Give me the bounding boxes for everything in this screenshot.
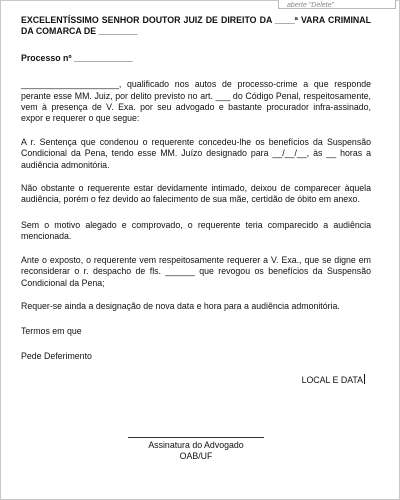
closing-deferment: Pede Deferimento bbox=[21, 350, 92, 361]
paragraph-sentence: A r. Sentença que condenou o requerente concedeu-lhe os benefícios da Suspensão Condicional da Pena, tendo esse MM. Juízo designado para __/__/__, às __ horas a audiência admonitória. bbox=[21, 136, 371, 170]
delete-hint-text: aberte "Delete" bbox=[287, 2, 334, 9]
process-number-label: Processo nº ____________ bbox=[21, 52, 133, 63]
paragraph-reason: Sem o motivo alegado e comprovado, o requerente teria comparecido a audiência mencionada. bbox=[21, 219, 371, 242]
paragraph-new-date: Requer-se ainda a designação de nova data e hora para a audiência admonitória. bbox=[21, 300, 340, 311]
paragraph-absence: Não obstante o requerente estar devidamente intimado, deixou de comparecer àquela audiência, porém o fez devido ao falecimento de sua mãe, certidão de óbito em anexo. bbox=[21, 183, 371, 205]
paragraph-intro: ____________________, qualificado nos autos de processo-crime a que responde perante esse MM. Juiz, por delito previsto no art. ___ do Código Penal, respeitosamente, vem à presença de V. Exa. por seu advogado e bastante procurador infra-assinado, expor e requerer o que segue: bbox=[21, 79, 371, 124]
document-heading: EXCELENTÍSSIMO SENHOR DOUTOR JUIZ DE DIREITO DA ____ª VARA CRIMINAL DA COMARCA DE ________ bbox=[21, 15, 371, 37]
place-and-date-text: LOCAL E DATA bbox=[301, 375, 363, 386]
place-and-date[interactable] bbox=[21, 374, 371, 386]
delete-hint-box bbox=[278, 0, 396, 9]
closing-terms: Termos em que bbox=[21, 326, 82, 337]
signature-oab: OAB/UF bbox=[179, 451, 213, 461]
signature-block bbox=[128, 437, 264, 462]
paragraph-request: Ante o exposto, o requerente vem respeitosamente requerer a V. Exa., que se digne em reconsiderar o r. despacho de fls. ______ que revogou os benefícios da Suspensão Condicional da Pena; bbox=[21, 254, 371, 288]
signature-name: Assinatura do Advogado bbox=[148, 440, 244, 450]
signature-line bbox=[128, 437, 264, 438]
document-body[interactable] bbox=[21, 15, 371, 387]
text-cursor bbox=[364, 374, 365, 384]
